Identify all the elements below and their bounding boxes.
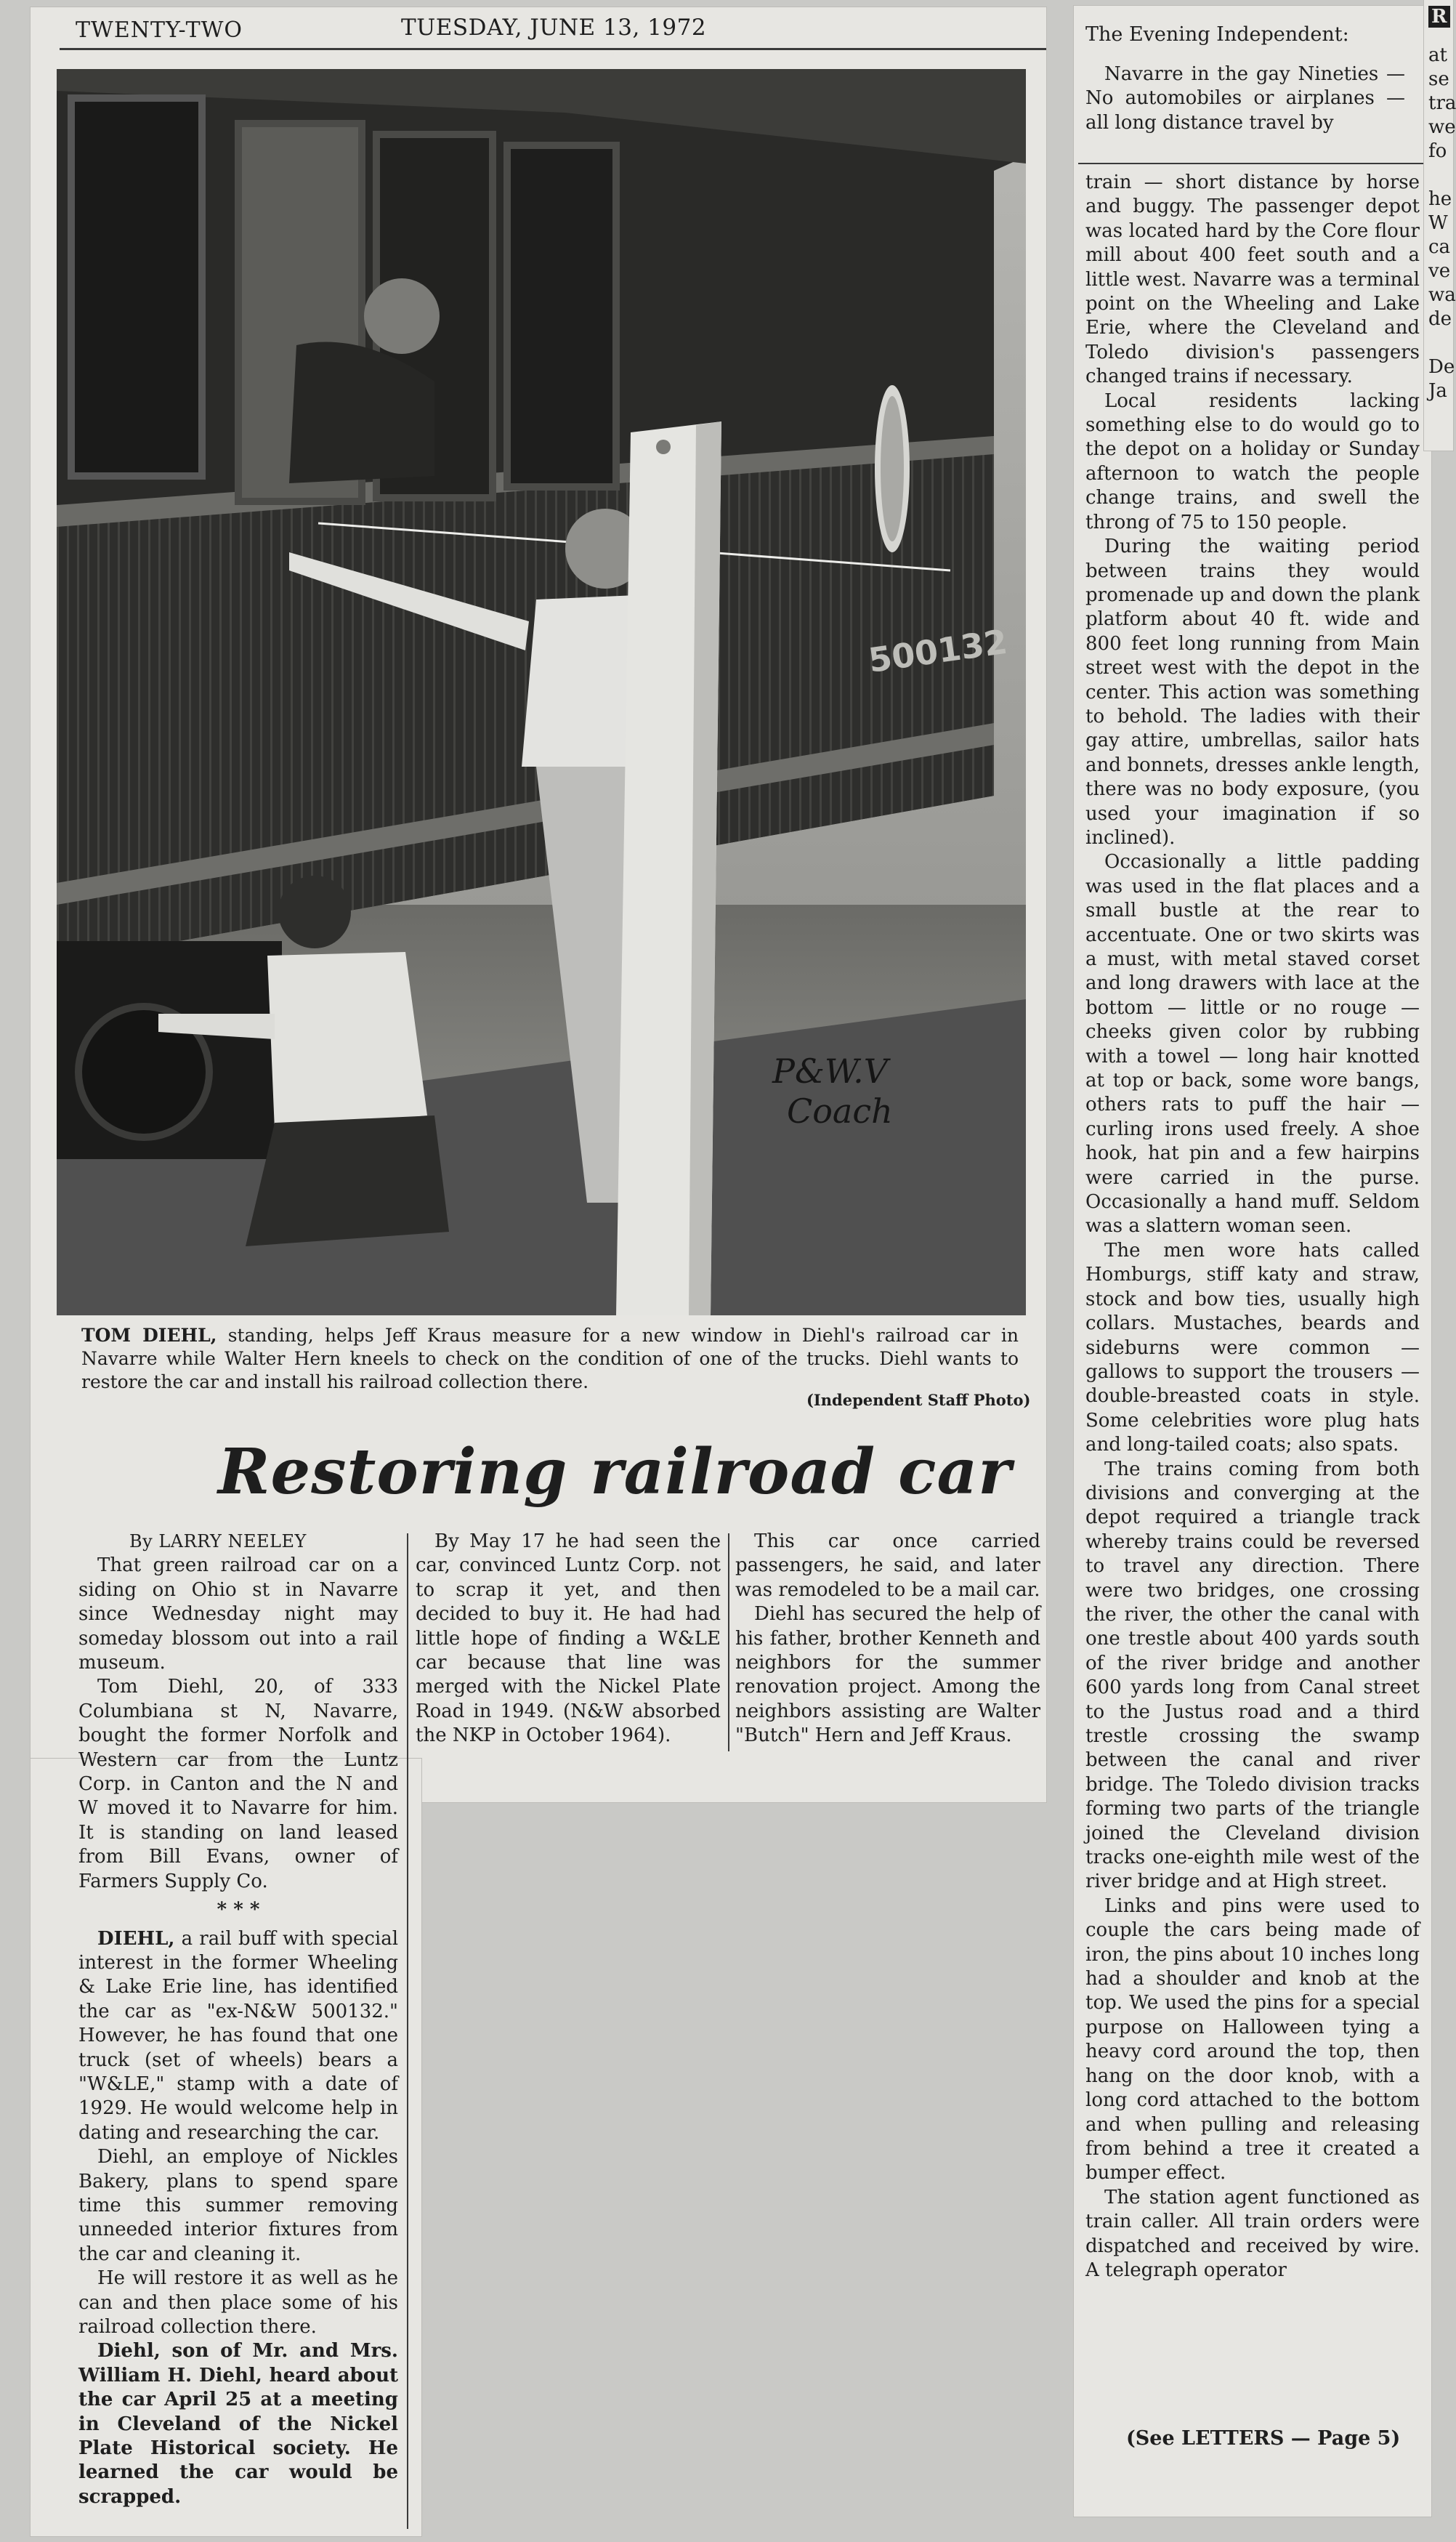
caption-text: standing, helps Jeff Kraus measure for a new window in Diehl's railroad car in Navarre while Walter Hern kneels to check on the condition of one of the trucks. Diehl wants to restore the car and install his railroad collection there. bbox=[81, 1325, 1019, 1392]
letter-intro: Navarre in the gay Nineties — No automobiles or airplanes — all long distance travel by bbox=[1085, 63, 1405, 134]
car-number: 500132 bbox=[866, 621, 1010, 680]
fragment-line: W bbox=[1428, 212, 1448, 234]
fragment-line: se bbox=[1428, 68, 1449, 90]
fragment-line: Ja bbox=[1428, 380, 1447, 402]
article-column-2 bbox=[416, 1530, 721, 1748]
fragment-symbol: R bbox=[1428, 6, 1450, 28]
col1-para-3 bbox=[78, 1927, 398, 2146]
col1-para-2: Tom Diehl, 20, of 333 Columbiana st N, Navarre, bought the former Norfolk and Western car from the Luntz Corp. in Canton and the N and W moved it to Navarre for him. It is standing on land leased from Bill Evans, owner of Farmers Supply Co. bbox=[78, 1676, 398, 1892]
headline: Restoring railroad car bbox=[218, 1435, 1012, 1509]
letter-divider bbox=[1078, 163, 1427, 164]
handwritten-note-line1: P&W.V bbox=[772, 1052, 888, 1091]
fragment-lines bbox=[1428, 44, 1456, 403]
byline: By LARRY NEELEY bbox=[129, 1531, 307, 1552]
col1-para-3-lead: DIEHL, bbox=[97, 1927, 175, 1950]
photo-caption bbox=[81, 1324, 1019, 1394]
column-rule-1 bbox=[407, 1533, 408, 2529]
letter-source: The Evening Independent: bbox=[1085, 23, 1349, 46]
letter-para-4: Occasionally a little padding was used in the flat places and a small bustle at the rear to accentuate. One or two skirts was a must, with metal staved corset and long drawers with lace at the bottom — little or no rouge — cheeks given color by rubbing with a towel — long hair knotted at top or back, some wore bangs, others rats to puff the hair — curling irons used freely. A shoe hook, hat pin and a few hairpins were carried in the purse. Occasionally a hand muff. Seldom was a slattern woman seen. bbox=[1085, 851, 1420, 1238]
fragment-line bbox=[1428, 164, 1456, 187]
fragment-line: ca bbox=[1428, 236, 1451, 258]
col3-para-2: Diehl has secured the help of his father, brother Kenneth and neighbors for the summer renovation project. Among the neighbors assisting are Walter "Butch" Hern and Jeff Kraus. bbox=[735, 1603, 1040, 1747]
fragment-line: de bbox=[1428, 308, 1452, 330]
letter-para-5: The men wore hats called Homburgs, stiff katy and straw, stock and bow ties, usually high collars. Mustaches, beards and sideburns were common — gallows to support the trousers — double-breasted coats in style. Some celebrities wore plug hats and long-tailed coats; also spats. bbox=[1085, 1239, 1420, 1456]
news-photo bbox=[57, 69, 1026, 1315]
letter-para-8: The station agent functioned as train caller. All train orders were dispatched and received by wire. A telegraph operator bbox=[1085, 2186, 1420, 2281]
fragment-line bbox=[1428, 331, 1456, 355]
col2-para-1: By May 17 he had seen the car, convinced Luntz Corp. not to scrap it yet, and then decided to buy it. He had had little hope of finding a W&LE car because that line was merged with the Nickel Plate Road in 1949. (N&W absorbed the NKP in October 1964). bbox=[416, 1530, 721, 1747]
fragment-line: wa bbox=[1428, 284, 1456, 306]
fragment-line: fo bbox=[1428, 140, 1447, 162]
caption-lead: TOM DIEHL, bbox=[81, 1325, 217, 1346]
header-rule bbox=[60, 48, 1046, 50]
letter-para-6: The trains coming from both divisions and converging at the depot required a triangle track whereby trains could be reversed to travel any direction. There were two bridges, one crossing the river, the other the canal with one trestle about 400 yards south of the river bridge and another 600 yards long from Canal street to the Justus road and a third trestle crossing the swamp between the canal and river bridge. The Toledo division tracks forming two parts of the triangle joined the Cleveland division tracks one-eighth mile west of the river bridge and at High street. bbox=[1085, 1458, 1420, 1893]
section-separator: * * * bbox=[217, 1899, 260, 1921]
letter-para-3: During the waiting period between trains they would promenade up and down the plank platform about 40 ft. wide and 800 feet long running from Main street west with the depot in the center. This action was something to behold. The ladies with their gay attire, umbrellas, sailor hats and bonnets, dresses ankle length, there was no body exposure, (you used your imagination if so inclined). bbox=[1085, 536, 1420, 849]
fragment-line: ve bbox=[1428, 260, 1451, 282]
letter-para-2: Local residents lacking something else to do would go to the depot on a holiday or Sunday afternoon to watch the people change trains, and swell the throng of 75 to 150 people. bbox=[1085, 390, 1420, 533]
fragment-line: at bbox=[1428, 44, 1447, 66]
letter-para-1: train — short distance by horse and buggy. The passenger depot was located hard by the Core flour mill about 400 feet south and a little west. Navarre was a terminal point on the Wheeling and Lake Erie, where the Cleveland and Toledo division's passengers changed trains if necessary. bbox=[1085, 172, 1420, 388]
photo-credit: (Independent Staff Photo) bbox=[806, 1391, 1031, 1409]
letter-para-7: Links and pins were used to couple the cars being made of iron, the pins about 10 inches long had a shoulder and knob at the top. We used the pins for a special purpose on Halloween tying a heavy cord around the top, then hang on the door knob, with a long cord attached to the bottom and when pulling and releasing from behind a tree it created a bumper effect. bbox=[1085, 1895, 1420, 2184]
fragment-line: we bbox=[1428, 116, 1456, 138]
article-column-1 bbox=[78, 1530, 398, 2509]
fragment-line: De bbox=[1428, 356, 1455, 378]
article-column-3 bbox=[735, 1530, 1040, 1748]
issue-date: TUESDAY, JUNE 13, 1972 bbox=[401, 15, 707, 41]
letter-body bbox=[1085, 171, 1420, 2283]
page-header bbox=[31, 7, 1046, 51]
col3-para-1: This car once carried passengers, he said, and later was remodeled to be a mail car. bbox=[735, 1530, 1040, 1601]
col1-para-4: Diehl, an employe of Nickles Bakery, plans to spend spare time this summer removing unneeded interior fixtures from the car and cleaning it. bbox=[78, 2146, 398, 2265]
col1-para-6: Diehl, son of Mr. and Mrs. William H. Diehl, heard about the car April 25 at a meeting in Cleveland of the Nickel Plate Historical society. He learned the car would be scrapped. bbox=[78, 2340, 398, 2508]
letter-continuation: (See LETTERS — Page 5) bbox=[1126, 2427, 1401, 2450]
fragment-line: he bbox=[1428, 188, 1452, 210]
column-rule-2 bbox=[728, 1533, 729, 1751]
col1-para-1: That green railroad car on a siding on Ohio st in Navarre since Wednesday night may someday blossom out into a rail museum. bbox=[78, 1554, 398, 1674]
fragment-line: tra bbox=[1428, 92, 1456, 114]
col1-para-3-text: a rail buff with special interest in the former Wheeling & Lake Erie line, has identified the car as "ex-N&W 500132." However, he has found that one truck (set of wheels) bears a "W&LE," stamp with a date of 1929. He would welcome help in dating and researching the car. bbox=[78, 1927, 399, 2144]
handwritten-note-line2: Coach bbox=[787, 1092, 893, 1131]
page-label: TWENTY-TWO bbox=[76, 17, 243, 43]
railroad-car-photo bbox=[57, 69, 1026, 1315]
col1-para-5: He will restore it as well as he can and then place some of his railroad collection there. bbox=[78, 2267, 398, 2338]
